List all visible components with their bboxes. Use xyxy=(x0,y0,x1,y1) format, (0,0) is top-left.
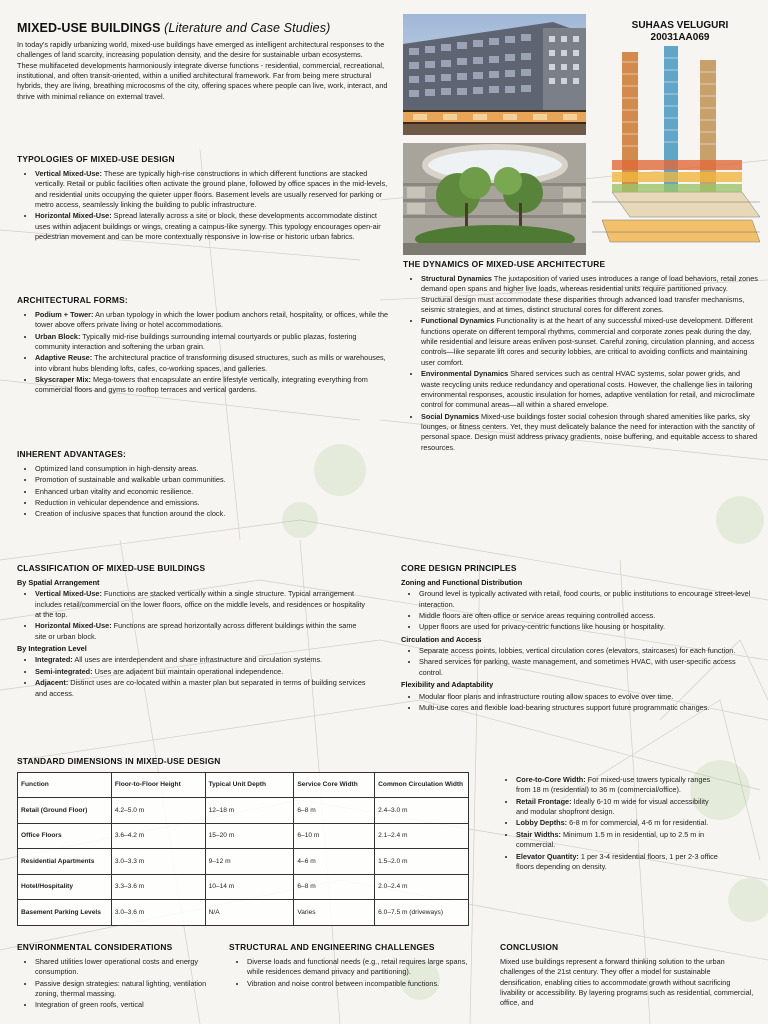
table-row xyxy=(18,874,469,900)
list-item xyxy=(516,830,718,851)
advantages-heading: INHERENT ADVANTAGES: xyxy=(17,449,126,459)
list-item: • Reduction in vehicular dependence and emissions. xyxy=(35,498,389,508)
column-header: Typical Unit Depth xyxy=(205,772,294,798)
table-cell: Hotel/Hospitality xyxy=(18,874,112,900)
table-cell: Retail (Ground Floor) xyxy=(18,798,112,824)
description: Distinct uses are co-located within a master plan but separated in terms of building services and access. xyxy=(35,678,366,698)
classification-section xyxy=(17,563,369,700)
flexibility-list xyxy=(401,692,753,714)
table-cell: 2.4–3.0 m xyxy=(375,798,469,824)
list-item: • Ground level is typically activated with retail, food courts, or public institutions to encourage street-level interaction. xyxy=(419,589,753,610)
list-item xyxy=(35,211,389,242)
environmental-heading: ENVIRONMENTAL CONSIDERATIONS xyxy=(17,942,173,952)
table-cell: 1.5–2.0 m xyxy=(375,849,469,875)
description: Uses are adjacent but maintain operational independence. xyxy=(92,666,284,676)
term: Podium + Tower: xyxy=(35,309,94,319)
table-cell: 15–20 m xyxy=(205,823,294,849)
column-header: Floor-to-Floor Height xyxy=(111,772,205,798)
description: Spread laterally across a site or block, these developments accommodate distinct uses within adjacent buildings or wings, creating a campus-like synergy. This typology encourages open-air pedestrian movement and can be more contextually responsive in low-rise or historic urban fabrics. xyxy=(35,211,381,242)
description: 1 per 3-4 residential floors, 1 per 2-3 office floors depending on density. xyxy=(516,851,718,871)
list-item xyxy=(35,375,389,396)
list-item: • Multi-use cores and flexible load-bearing structures support future programmatic changes. xyxy=(419,703,753,713)
term: Vertical Mixed-Use: xyxy=(35,168,102,178)
environmental-list xyxy=(17,957,217,1011)
environmental-section xyxy=(17,942,217,1024)
list-item xyxy=(516,818,718,828)
term: Skyscraper Mix: xyxy=(35,375,91,385)
term: Retail Frontage: xyxy=(516,796,572,806)
table-row xyxy=(18,823,469,849)
atrium-courtyard-photo xyxy=(403,143,586,255)
term: Integrated: xyxy=(35,655,73,665)
list-item: • Shared services for parking, waste management, and sometimes HVAC, with user-specific access control. xyxy=(419,657,753,678)
list-item: • Separate access points, lobbies, vertical circulation cores (elevators, staircases) for each function. xyxy=(419,646,753,656)
dynamics-section xyxy=(403,259,758,454)
table-cell: 3.6–4.2 m xyxy=(111,823,205,849)
description: The juxtaposition of varied uses introduces a range of load behaviors, retail zones demand open spans and higher live loads, whereas residential units require partitioned privacy. Structural design must accommodate these disparities through advanced load transfer mechanisms, seismic strategies, and at times, distinct structural cores for different zones. xyxy=(421,273,758,314)
forms-list xyxy=(17,310,389,396)
description: Ideally 6-10 m wide for visual accessibility and modular shopfront design. xyxy=(516,796,709,817)
list-item: • Upper floors are used for privacy-centric functions like housing or hospitality. xyxy=(419,622,753,632)
table-cell: 3.0–3.3 m xyxy=(111,849,205,875)
list-item xyxy=(35,353,389,374)
dimension-notes xyxy=(498,775,718,873)
spatial-list xyxy=(17,589,369,642)
term: Social Dynamics xyxy=(421,411,479,421)
list-item xyxy=(421,412,758,453)
title-main: MIXED-USE BUILDINGS xyxy=(17,21,161,35)
dynamics-heading: THE DYNAMICS OF MIXED-USE ARCHITECTURE xyxy=(403,259,606,269)
structural-section xyxy=(229,942,479,1024)
column-header: Common Circulation Width xyxy=(375,772,469,798)
list-item: • Vibration and noise control between incompatible functions. xyxy=(247,979,479,989)
list-item xyxy=(35,589,369,620)
list-item: • Promotion of sustainable and walkable urban communities. xyxy=(35,475,389,485)
term: Structural Dynamics xyxy=(421,273,492,283)
table-cell: N/A xyxy=(205,900,294,926)
dimensions-table xyxy=(17,772,469,926)
column-header: Service Core Width xyxy=(294,772,375,798)
table-cell: 10–14 m xyxy=(205,874,294,900)
list-item xyxy=(35,621,369,642)
list-item xyxy=(421,369,758,410)
term: Semi-integrated: xyxy=(35,666,93,676)
table-cell: 12–18 m xyxy=(205,798,294,824)
advantages-list xyxy=(17,464,389,520)
list-item: • Passive design strategies: natural lighting, ventilation zoning, thermal massing. xyxy=(35,979,217,1000)
term: Horizontal Mixed-Use: xyxy=(35,621,112,631)
page-title xyxy=(17,20,330,38)
author-name: SUHAAS VELUGURI xyxy=(631,20,729,31)
list-item xyxy=(35,667,369,677)
structural-heading: STRUCTURAL AND ENGINEERING CHALLENGES xyxy=(229,942,435,952)
list-item xyxy=(516,775,718,796)
principles-section xyxy=(401,563,753,714)
author-block xyxy=(605,20,755,44)
table-cell: 6.0–7.5 m (driveways) xyxy=(375,900,469,926)
description: Typically mid-rise buildings surrounding internal courtyards or public plazas, fostering community interaction and softening the urban grain. xyxy=(35,331,357,351)
list-item: • Modular floor plans and infrastructure routing allow spaces to evolve over time. xyxy=(419,692,753,702)
conclusion-heading: CONCLUSION xyxy=(500,942,559,952)
list-item xyxy=(35,678,369,699)
description: These are typically high-rise constructions in which different functions are stacked vertically. Retail or public facilities often activate the ground plane, followed by office spaces in the mid-levels, and residential units occupying the quieter upper floors. Basement levels are usually reserved for parking or metro access, seamlessly linking the building to public infrastructure. xyxy=(35,168,388,209)
term: Elevator Quantity: xyxy=(516,851,579,861)
forms-section xyxy=(17,295,389,397)
dimension-notes-list xyxy=(498,775,718,872)
description: 6-8 m for commercial, 4-6 m for residential. xyxy=(567,818,709,828)
advantages-section xyxy=(17,449,389,521)
table-cell: 9–12 m xyxy=(205,849,294,875)
description: Shared services such as central HVAC systems, solar power grids, and waste recycling units reduce redundancy and operational costs. However, the challenge lies in tailoring environmental responses, acoustic insulation for homes, adaptive ventilation for retail, and microclimate control for communal areas—all within a shared envelope. xyxy=(421,369,755,410)
list-item xyxy=(35,310,389,331)
term: Environmental Dynamics xyxy=(421,369,509,379)
table-cell: 6–10 m xyxy=(294,823,375,849)
intro-section xyxy=(17,40,389,102)
typologies-heading: TYPOLOGIES OF MIXED-USE DESIGN xyxy=(17,154,175,164)
integration-subheading: By Integration Level xyxy=(17,644,87,654)
column-header: Function xyxy=(18,772,112,798)
title-sub: (Literature and Case Studies) xyxy=(164,21,331,35)
description: Functions are spread horizontally across different buildings within the same site or urban block. xyxy=(35,621,357,641)
flexibility-subheading: Flexibility and Adaptability xyxy=(401,680,494,690)
term: Urban Block: xyxy=(35,331,81,341)
list-item: • Diverse loads and functional needs (e.g., retail requires large spans, while residences demand privacy and partitioning). xyxy=(247,957,479,978)
table-cell: 3.0–3.6 m xyxy=(111,900,205,926)
list-item: • Integration of green roofs, vertical xyxy=(35,1000,217,1010)
principles-heading: CORE DESIGN PRINCIPLES xyxy=(401,563,517,573)
term: Lobby Depths: xyxy=(516,818,568,828)
conclusion-section xyxy=(500,942,755,1024)
table-row xyxy=(18,900,469,926)
zoning-list xyxy=(401,589,753,632)
list-item xyxy=(35,169,389,210)
author-id: 20031AA069 xyxy=(650,32,710,43)
typologies-section xyxy=(17,154,389,243)
description: An urban typology in which the lower podium anchors retail, hospitality, or offices, while the tower above offers private living or hotel accommodations. xyxy=(35,309,389,330)
description: For mixed-use towers typically ranges from 18 m (residential) to 36 m (commercial/office). xyxy=(516,775,711,795)
list-item: • Middle floors are often office or service areas requiring controlled access. xyxy=(419,611,753,621)
table-cell: Residential Apartments xyxy=(18,849,112,875)
dimensions-heading: STANDARD DIMENSIONS IN MIXED-USE DESIGN xyxy=(17,756,221,766)
intro-paragraph-2: These multifaceted developments harmoniously integrate diverse functions - residential, commercial, recreational, institutional, and often transit-oriented, within a unified architectural framework. Far from being mere structural hybrids, they are living, breathing microcosms of the city, offering spaces where people can live, work, interact, and thrive with minimal reliance on external travel. xyxy=(17,60,388,101)
table-header-row xyxy=(18,772,469,798)
table-cell: 4.2–5.0 m xyxy=(111,798,205,824)
table-cell: Office Floors xyxy=(18,823,112,849)
list-item: • Enhanced urban vitality and economic resilience. xyxy=(35,487,389,497)
list-item xyxy=(35,655,369,665)
table-cell: Varies xyxy=(294,900,375,926)
term: Horizontal Mixed-Use: xyxy=(35,211,112,221)
table-cell: 2.0–2.4 m xyxy=(375,874,469,900)
table-row xyxy=(18,849,469,875)
list-item xyxy=(516,797,718,818)
intro-paragraph-1: In today's rapidly urbanizing world, mixed-use buildings have emerged as intelligent architectural responses to the challenges of land scarcity, increasing population density, and the desire for sustainable urban ecosystems. xyxy=(17,40,385,60)
list-item xyxy=(421,274,758,315)
term: Stair Widths: xyxy=(516,829,561,839)
term: Adjacent: xyxy=(35,678,69,688)
term: Functional Dynamics xyxy=(421,316,495,326)
circulation-list xyxy=(401,646,753,678)
table-cell: 4–6 m xyxy=(294,849,375,875)
list-item xyxy=(421,316,758,368)
list-item: • Shared utilities lower operational costs and energy consumption. xyxy=(35,957,217,978)
typologies-list xyxy=(17,169,389,243)
spatial-subheading: By Spatial Arrangement xyxy=(17,577,100,587)
mixed-use-section-diagram xyxy=(592,42,760,252)
zoning-subheading: Zoning and Functional Distribution xyxy=(401,577,523,587)
description: Mega-towers that encapsulate an entire lifestyle vertically, integrating everything from commercial floors and gyms to rooftop terraces and vertical gardens. xyxy=(35,375,368,395)
classification-heading: CLASSIFICATION OF MIXED-USE BUILDINGS xyxy=(17,563,206,573)
table-cell: 3.3–3.6 m xyxy=(111,874,205,900)
table-cell: 2.1–2.4 m xyxy=(375,823,469,849)
list-item: • Optimized land consumption in high-density areas. xyxy=(35,464,389,474)
building-facade-photo xyxy=(403,14,586,135)
dimensions-section xyxy=(17,756,469,926)
description: The architectural practice of transforming disused structures, such as mills or warehouses, into vibrant hubs blending lofts, cafes, co-working spaces, and galleries. xyxy=(35,353,386,373)
list-item xyxy=(516,852,718,873)
description: Mixed-use buildings foster social cohesion through shared amenities like parks, sky lounges, or fitness centers. Yet, they must delicately balance the need for interaction with the sanctity of personal space. Design must address privacy gradients, noise buffering, and equitable access to shared resources. xyxy=(421,411,758,452)
list-item: • Creation of inclusive spaces that function around the clock. xyxy=(35,509,389,519)
table-cell: 6–8 m xyxy=(294,798,375,824)
dynamics-list xyxy=(403,274,758,453)
description: Minimum 1.5 m in residential, up to 2.5 m in commercial. xyxy=(516,829,705,850)
table-cell: 6–8 m xyxy=(294,874,375,900)
term: Vertical Mixed-Use: xyxy=(35,589,102,599)
term: Adaptive Reuse: xyxy=(35,353,93,363)
structural-list xyxy=(229,957,479,989)
table-row xyxy=(18,798,469,824)
forms-heading: ARCHITECTURAL FORMS: xyxy=(17,295,128,305)
circulation-subheading: Circulation and Access xyxy=(401,634,482,644)
conclusion-text: Mixed use buildings represent a forward thinking solution to the urban challenges of the 21st century. They offer a model for sustainable densification, enabling cities to accommodate growth without sacrificing livability or accessibility. By layering programs such as residential, commercial, office, and xyxy=(500,956,754,1008)
list-item xyxy=(35,332,389,353)
description: Functions are stacked vertically within a single structure. Typical arrangement includes retail/commercial on the lower floors, office on the middle levels, and residences or hospitality at the top. xyxy=(35,589,366,619)
description: All uses are interdependent and share infrastructure and circulation systems. xyxy=(72,655,323,665)
term: Core-to-Core Width: xyxy=(516,775,586,784)
description: Functionality is at the heart of any successful mixed-use development. Different functions operate on different temporal rhythms, commercial and corporate zones peak during the day, while residential and leisure areas enliven post-sunset. Careful zoning, circulation planning, and access controls—like separate lift cores and security lobbies, are critical to avoiding conflicts and maintaining user comfort. xyxy=(421,316,755,367)
table-cell: Basement Parking Levels xyxy=(18,900,112,926)
integration-list xyxy=(17,655,369,698)
